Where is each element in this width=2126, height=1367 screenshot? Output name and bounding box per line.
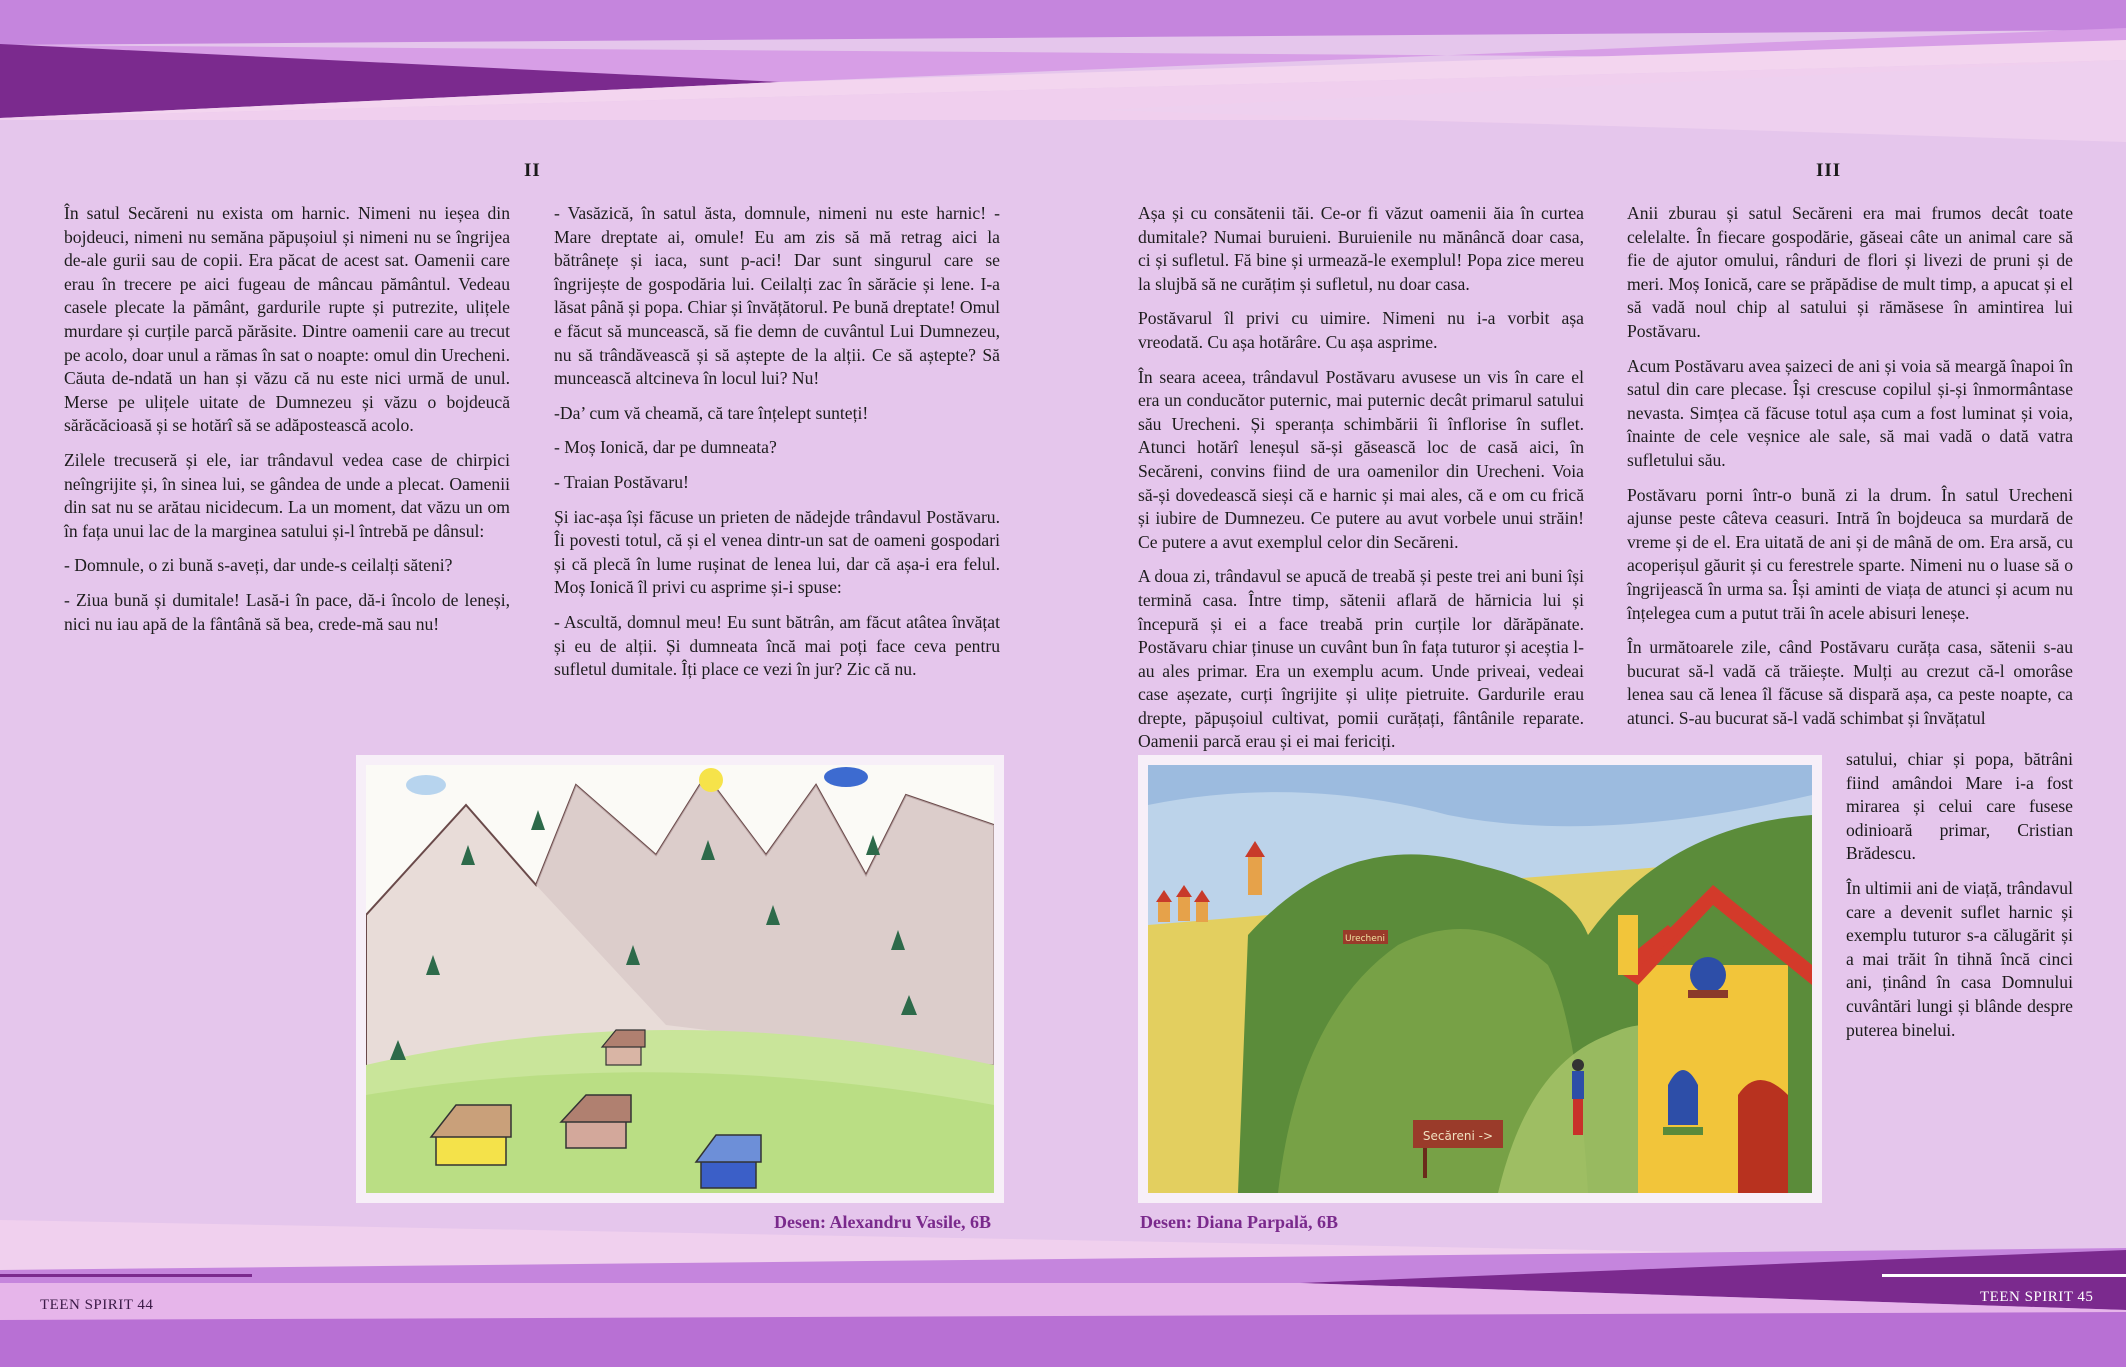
paragraph: Și iac-așa își făcuse un prieten de nădejde trândavul Postăvaru. Îi povesti totul, că și el venea dintr-un sat de oameni gospodari și că plecă în lume rușinat de lenea lui, dar că așa-i era felul. Moș Ionică îl privi cu asprime și-i spuse: <box>554 506 1000 598</box>
paragraph: - Vasăzică, în satul ăsta, domnule, nimeni nu este harnic! - Mare dreptate ai, omule! Eu am zis să mă retrag aici la bătrânețe și iaca, sunt p-aci! Dar sunt singurul care se îngrijește de gospodăria lui. Ceilalți zac în sărăcie și lene. I-a lăsat până și popa. Chiar și învățătorul. Pe bună dreptate! Omul e făcut să muncească, să fie demn de cuvântul Lui Dumnezeu, nu să trândăvească și să aștepte de la alții. Ce să aștepte? Să muncească altcineva în locul lui? Nu! <box>554 203 1000 389</box>
paragraph: În ultimii ani de viață, trândavul care a devenit suflet harnic și exemplu tuturor s-a călugărit și a mai trăit în tihnă încă cinci ani, ținând în casa Domnului cuvântări lungi și blânde despre puterea binelui. <box>1846 877 2073 1040</box>
section-number-iii: III <box>1816 160 1842 181</box>
left-column-2 <box>554 202 1000 693</box>
right-column-1 <box>1138 202 1584 765</box>
left-column-1 <box>64 202 510 647</box>
village-watercolor <box>1138 755 1822 1203</box>
paragraph: Postăvarul îl privi cu uimire. Nimeni nu i-a vorbit așa vreodată. Cu așa hotărâre. Cu așa asprime. <box>1138 308 1584 352</box>
paragraph: - Moș Ionică, dar pe dumneata? <box>554 437 777 458</box>
paragraph: -Da’ cum vă cheamă, că tare înțelept sunteți! <box>554 402 869 423</box>
section-number-ii: II <box>524 160 541 181</box>
paragraph: satului, chiar și popa, bătrâni fiind amândoi Mare i-a fost mirarea și celui care fusese odinioară primar, Cristian Brădescu. <box>1846 749 2073 864</box>
paragraph: - Ascultă, domnul meu! Eu sunt bătrân, am făcut atâtea învățat și eu de alții. Și dumneata încă mai poți face ceva pentru sufletul dumitale. Îți place ce vezi în jur? Zic că nu. <box>554 611 1000 680</box>
paragraph: În următoarele zile, când Postăvaru curăța casa, sătenii s-au bucurat să-l vadă că trăiește. Mulți au crezut că-l omorâse lenea sau că lenea îl făcuse să dispară așa, ca peste noapte, ca atunci. S-au bucurat să-l vadă schimbat și învățatul <box>1627 637 2073 728</box>
paragraph: - Ziua bună și dumitale! Lasă-i în pace, dă-i încolo de leneși, nici nu iau apă de la fântână să bea, crede-mă sau nu! <box>64 589 510 634</box>
paragraph: - Domnule, o zi bună s-aveți, dar unde-s ceilalți săteni? <box>64 555 453 576</box>
paragraph: Anii zburau și satul Secăreni era mai frumos decât toate celelalte. În fiecare gospodărie, găseai câte un animal care să fie de ajutor omului, rânduri de flori și livezi de pruni și de meri. Moș Ionică, care se prăpădise de mult timp, a apucat și el să vadă noul chip al satului și rămăsese în amintirea lui Postăvaru. <box>1627 203 2073 341</box>
right-column-2 <box>1627 202 2073 741</box>
page-number-44: TEEN SPIRIT 44 <box>40 1297 154 1313</box>
caption-left: Desen: Alexandru Vasile, 6B <box>774 1212 992 1232</box>
paragraph: Acum Postăvaru avea șaizeci de ani și voia să meargă înapoi în satul din care plecase. Își crescuse copilul și-și înmormântase nevasta. Simțea că făcuse totul așa cum a fost luminat și voia, înainte de cele veșnice ale sale, să mai vadă o dată vatra sufletului său. <box>1627 355 2073 470</box>
paragraph: În seara aceea, trândavul Postăvaru avusese un vis în care el era un conducător puternic, mai puternic decât primarul satului său Urecheni. Și speranța schimbării îi înflorise în suflet. Atunci hotărî leneșul să-și găsească loc de casă aici, în Secăreni, convins fiind de ura oamenilor din Urecheni. Voia să-și dovedească sieși că e harnic și mai ales, că e om cu frică și iubire de Dumnezeu. Ce putere au avut vorbele unui străin! Ce putere a avut exemplul celor din Secăreni. <box>1138 366 1584 552</box>
paragraph: În satul Secăreni nu exista om harnic. Nimeni nu ieșea din bojdeuci, nimeni nu semăna păpușoiul și nimeni nu se îngrijea de-ale gurii sau de copii. Era păcat de acest sat. Oamenii care erau în trecere pe aici fugeau de mâncau pământul. Vedeau casele plecate la pământ, gardurile rupte și putrezite, ulițele murdare și curțile parcă părăsite. Dintre oamenii care au trecut pe acolo, doar unul a rămas în sat o noapte: omul din Urecheni. Căuta de-ndată un han și văzu că nu este nici urmă de unul. Merse pe ulițele uitate de Dumnezeu și văzu o bojdeucă sărăcăcioasă și se hotărî să se adăpostească acolo. <box>64 203 510 436</box>
drawing-sign-bottom-text: Secăreni -> <box>1422 1129 1494 1143</box>
page-number-45: TEEN SPIRIT 45 <box>1980 1289 2094 1305</box>
paragraph: Postăvaru porni într-o bună zi la drum. În satul Urecheni ajunse peste câteva ceasuri. Intră în bojdeuca sa murdară de vreme și de el. Era uitată de ani și de mână de om. Era arsă, cu acoperișul găurit și cu ferestrele sparte. Nimeni nu o luase să o îngrijească în urma sa. Își aminti de viața de atunci și acum nu înțelegea cum a putut trăi în acele abisuri leneșe. <box>1627 484 2073 623</box>
mountain-drawing <box>356 755 1004 1203</box>
right-column-2-wrap <box>1846 748 2073 1053</box>
paragraph: Așa și cu consătenii tăi. Ce-or fi văzut oamenii ăia în curtea dumitale? Numai buruieni. Buruienile nu mănâncă doar casa, ci și sufletul. Fă bine și urmează-le exemplul! Popa zice mereu la slujbă să ne curățim și sufletul, nu doar casa. <box>1138 203 1584 294</box>
drawing-sign-top-text: Urecheni <box>1344 934 1386 944</box>
caption-right: Desen: Diana Parpală, 6B <box>1140 1212 1338 1232</box>
paragraph: A doua zi, trândavul se apucă de treabă și peste trei ani buni își termină casa. Între timp, sătenii aflară de hărnicia lui și începură și ei a face treabă prin curțile lor dărăpănate. Postăvaru chiar ținuse un cuvânt bun în fața tuturor și aceștia l-au ales primar. Era un exemplu acum. Unde priveai, vedeai case așezate, curți îngrijite și ulițe pietruite. Gardurile erau drepte, păpușoiul cultivat, pomii curățați, fântânile reparate. Oamenii parcă erau și ei mai fericiți. <box>1138 566 1584 752</box>
paragraph: - Traian Postăvaru! <box>554 471 689 492</box>
paragraph: Zilele trecuseră și ele, iar trândavul vedea case de chirpici neîngrijite și, în sinea lui, se gândea de unde a plecat. Oamenii din sat nu se arătau nicidecum. La un moment, dat văzu un om în fața unui lac de la marginea satului și-l întrebă pe dânsul: <box>64 449 510 541</box>
